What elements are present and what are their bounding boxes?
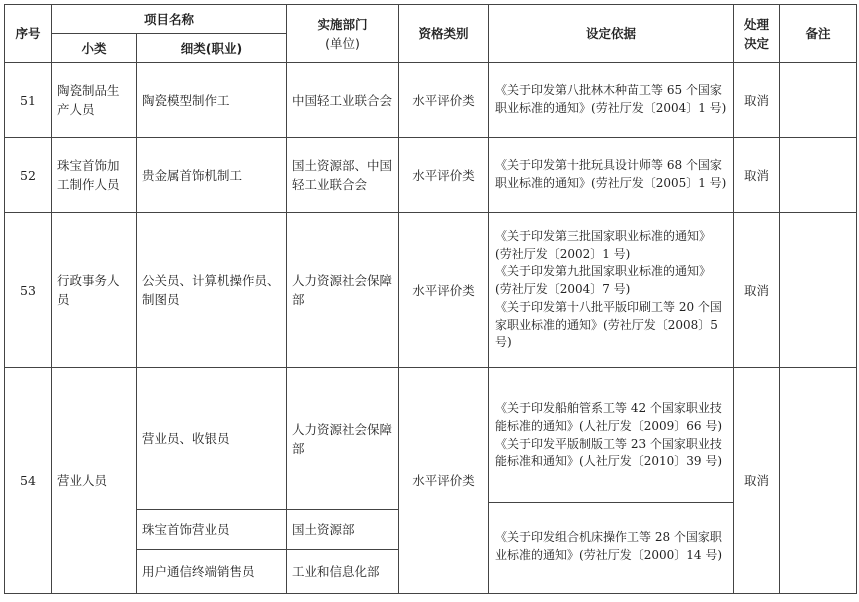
row-remarks	[780, 368, 857, 594]
header-decision-line2: 决定	[744, 35, 770, 51]
table-row	[5, 138, 857, 213]
row-detail-category: 公关员、计算机操作员、制图员	[137, 213, 287, 368]
table-row	[5, 213, 857, 368]
basis-reference: 《关于印发第九批国家职业标准的通知》(劳社厅发〔2004〕7 号)	[495, 264, 712, 297]
header-decision-line1: 处理	[744, 16, 770, 32]
header-department	[287, 5, 399, 63]
basis-group-bottom	[489, 502, 733, 592]
row-seq: 52	[5, 138, 52, 213]
row-basis	[489, 213, 734, 368]
row-remarks	[780, 213, 857, 368]
row-basis	[489, 63, 734, 138]
row-sub-category: 陶瓷制品生产人员	[52, 63, 137, 138]
row-seq: 53	[5, 213, 52, 368]
header-seq: 序号	[5, 5, 52, 63]
row-decision: 取消	[734, 138, 780, 213]
basis-reference: 《关于印发第三批国家职业标准的通知》(劳社厅发〔2002〕1 号)	[495, 228, 712, 261]
row-qualification-type: 水平评价类	[399, 213, 489, 368]
row-qualification-type: 水平评价类	[399, 368, 489, 594]
row-decision: 取消	[734, 63, 780, 138]
row-department: 中国轻工业联合会	[287, 63, 399, 138]
row-detail-category: 用户通信终端销售员	[137, 550, 287, 594]
header-department-line2: (单位)	[325, 35, 360, 51]
header-row	[5, 5, 857, 34]
row-department: 国土资源部、中国轻工业联合会	[287, 138, 399, 213]
row-department: 人力资源社会保障部	[287, 213, 399, 368]
header-project-name: 项目名称	[52, 5, 287, 34]
row-department: 工业和信息化部	[287, 550, 399, 594]
row-basis	[489, 138, 734, 213]
row-sub-category: 营业人员	[52, 368, 137, 594]
header-sub-category: 小类	[52, 34, 137, 63]
table-row	[5, 63, 857, 138]
row-detail-category: 贵金属首饰机制工	[137, 138, 287, 213]
header-remarks: 备注	[780, 5, 857, 63]
row-decision: 取消	[734, 213, 780, 368]
qualification-table	[4, 4, 857, 594]
row-detail-category: 陶瓷模型制作工	[137, 63, 287, 138]
row-decision: 取消	[734, 368, 780, 594]
row-remarks	[780, 63, 857, 138]
row-qualification-type: 水平评价类	[399, 63, 489, 138]
row-sub-category: 珠宝首饰加工制作人员	[52, 138, 137, 213]
row-detail-category: 珠宝首饰营业员	[137, 510, 287, 550]
basis-group-top	[489, 370, 733, 502]
basis-reference: 《关于印发船舶管系工等 42 个国家职业技能标准的通知》(人社厅发〔2009〕66 号)	[495, 400, 723, 433]
basis-reference: 《关于印发第十八批平版印刷工等 20 个国家职业标准的通知》(劳社厅发〔2008〕5 号)	[495, 299, 722, 350]
header-qualification-type: 资格类别	[399, 5, 489, 63]
basis-reference: 《关于印发平版制版工等 23 个国家职业技能标准和通知》(人社厅发〔2010〕39 号)	[495, 436, 723, 469]
basis-reference: 《关于印发第八批林木种苗工等 65 个国家职业标准的通知》(劳社厅发〔2004〕1 号)	[495, 83, 727, 115]
basis-reference: 《关于印发组合机床操作工等 28 个国家职业标准的通知》(劳社厅发〔2000〕14 号)	[495, 530, 723, 562]
row-basis	[489, 368, 734, 594]
row-seq: 51	[5, 63, 52, 138]
row-seq: 54	[5, 368, 52, 594]
header-department-line1: 实施部门	[317, 16, 368, 32]
header-detail-category: 细类(职业)	[137, 34, 287, 63]
row-qualification-type: 水平评价类	[399, 138, 489, 213]
basis-reference: 《关于印发第十批玩具设计师等 68 个国家职业标准的通知》(劳社厅发〔2005〕1 号)	[495, 158, 727, 190]
header-basis: 设定依据	[489, 5, 734, 63]
row-department: 人力资源社会保障部	[287, 368, 399, 510]
row-department: 国土资源部	[287, 510, 399, 550]
row-sub-category: 行政事务人员	[52, 213, 137, 368]
header-decision	[734, 5, 780, 63]
table-row	[5, 368, 857, 510]
row-remarks	[780, 138, 857, 213]
row-detail-category: 营业员、收银员	[137, 368, 287, 510]
